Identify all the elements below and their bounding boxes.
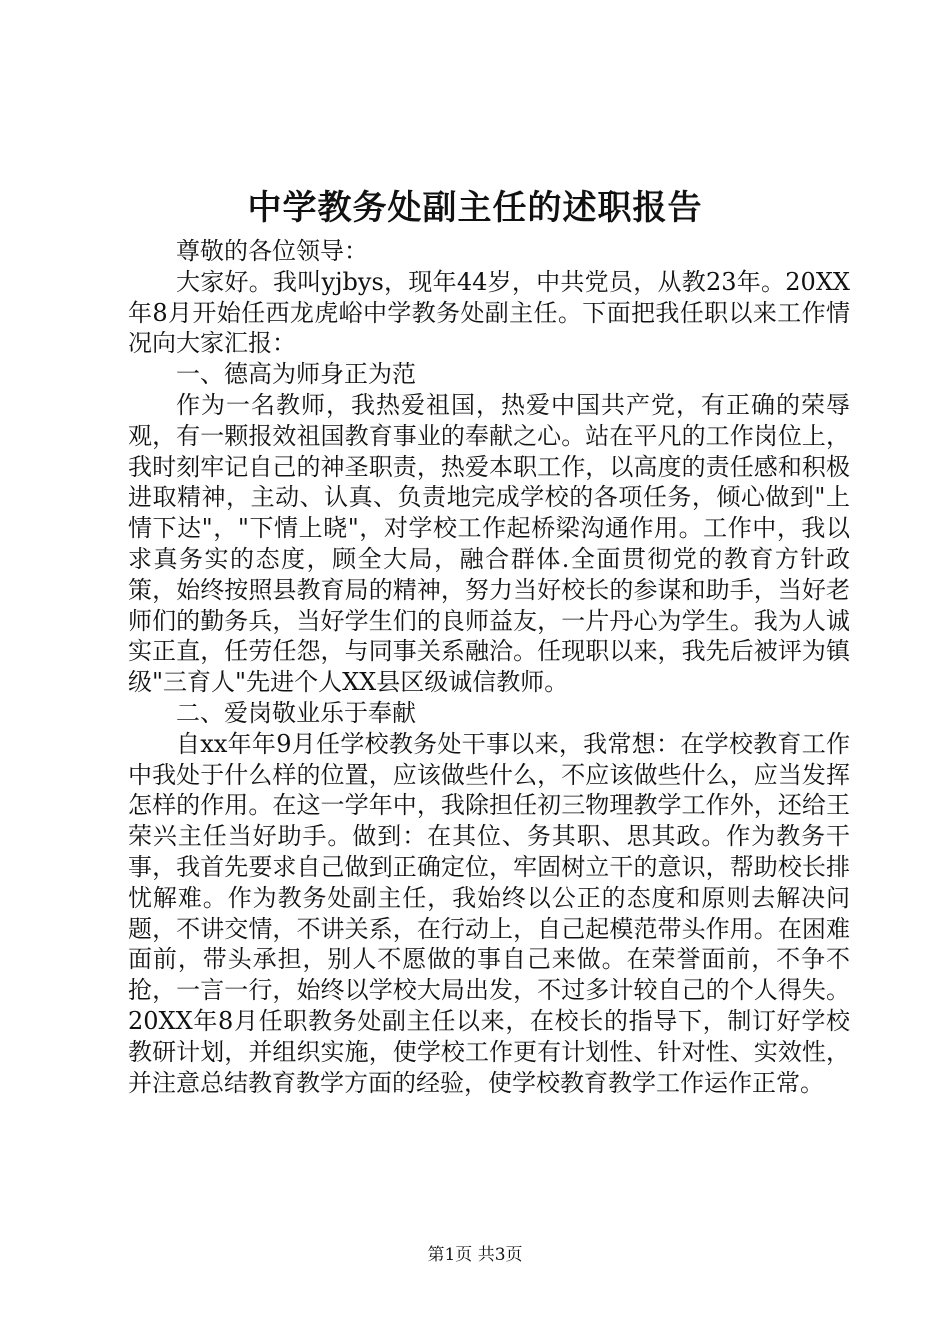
section-heading-2: 二、爱岗敬业乐于奉献 — [176, 698, 416, 727]
section-heading-1: 一、德高为师身正为范 — [176, 360, 416, 389]
document-title: 中学教务处副主任的述职报告 — [247, 188, 703, 228]
intro-paragraph: 大家好。我叫yjbys，现年44岁，中共党员，从教23年。20XX年8月开始任西龙虎峪中学教务处副主任。下面把我任职以来工作情况向大家汇报： — [128, 267, 850, 358]
page-number-footer: 第1页 共3页 — [427, 1245, 523, 1265]
salutation: 尊敬的各位领导： — [176, 237, 368, 265]
section-paragraph-1: 作为一名教师，我热爱祖国，热爱中国共产党，有正确的荣辱观，有一颗报效祖国教育事业的奉献之心。站在平凡的工作岗位上，我时刻牢记自己的神圣职责，热爱本职工作，以高度的责任感和积极进取精神，主动、认真、负责地完成学校的各项任务，倾心做到"上情下达"，"下情上晓"，对学校工作起桥梁沟通作用。工作中，我以求真务实的态度，顾全大局，融合群体.全面贯彻党的教育方针政策，始终按照县教育局的精神，努力当好校长的参谋和助手，当好老师们的勤务兵，当好学生们的良师益友，一片丹心为学生。我为人诚实正直，任劳任怨，与同事关系融洽。任现职以来，我先后被评为镇级"三育人"先进个人XX县区级诚信教师。 — [128, 390, 850, 697]
section-paragraph-2: 自xx年年9月任学校教务处干事以来，我常想：在学校教育工作中我处于什么样的位置，应该做些什么，不应该做些什么，应当发挥怎样的作用。在这一学年中，我除担任初三物理教学工作外，还给王荣兴主任当好助手。做到：在其位、务其职、思其政。作为教务干事，我首先要求自己做到正确定位，牢固树立干的意识，帮助校长排忧解难。作为教务处副主任，我始终以公正的态度和原则去解决问题，不讲交情，不讲关系，在行动上，自己起模范带头作用。在困难面前，带头承担，别人不愿做的事自己来做。在荣誉面前，不争不抢，一言一行，始终以学校大局出发，不过多计较自己的个人得失。20XX年8月任职教务处副主任以来，在校长的指导下，制订好学校教研计划，并组织实施，使学校工作更有计划性、针对性、实效性，并注意总结教育教学方面的经验，使学校教育教学工作运作正常。 — [128, 729, 850, 1097]
document-body — [128, 236, 850, 1098]
